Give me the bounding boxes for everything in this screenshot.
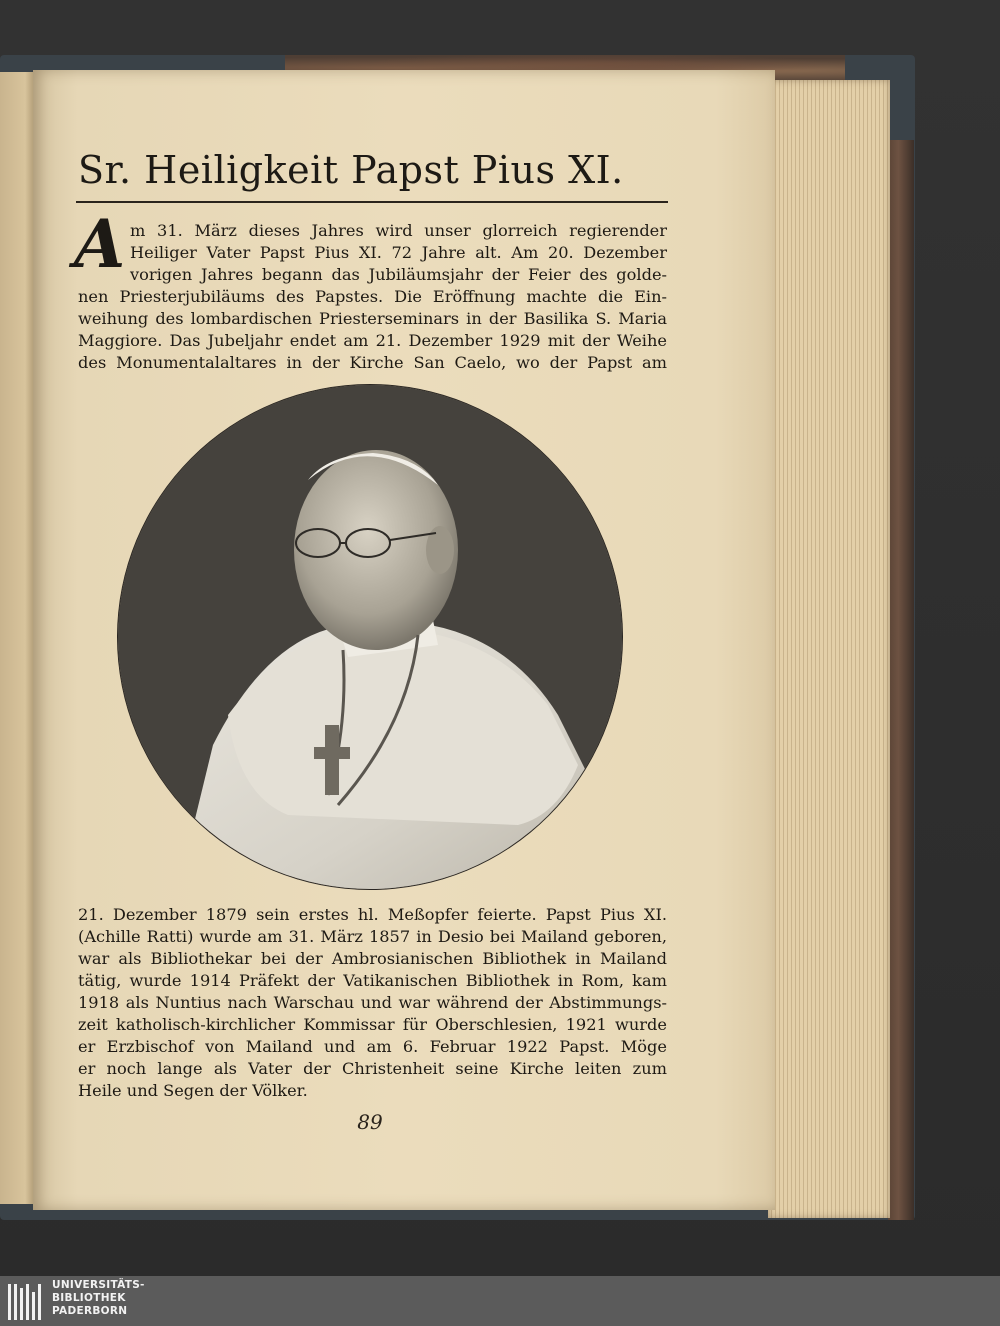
paragraph-1-line: des Monumentalaltares in der Kirche San Caelo, wo der Papst am	[78, 353, 667, 372]
title-rule	[76, 201, 668, 203]
paragraph-2-line: war als Bibliothekar bei der Ambrosianischen Bibliothek in Mailand	[78, 949, 667, 968]
library-logo-icon	[6, 1282, 46, 1322]
paragraph-2-line: 1918 als Nuntius nach Warschau und war während der Abstimmungs-	[78, 993, 667, 1012]
paragraph-1-line: Heiliger Vater Papst Pius XI. 72 Jahre alt. Am 20. Dezember	[130, 243, 667, 262]
drop-cap: A	[74, 205, 126, 283]
portrait-illustration	[118, 385, 622, 889]
paragraph-2-line: er noch lange als Vater der Christenheit seine Kirche leiten zum	[78, 1059, 667, 1078]
paragraph-2-line: er Erzbischof von Mailand und am 6. Februar 1922 Papst. Möge	[78, 1037, 667, 1056]
paragraph-1-line: weihung des lombardischen Priesterseminars in der Basilika S. Maria	[78, 309, 667, 328]
page-number: 89	[357, 1110, 383, 1134]
paragraph-1-line: m 31. März dieses Jahres wird unser glorreich regierender	[130, 221, 667, 240]
paragraph-2-line: tätig, wurde 1914 Präfekt der Vatikanischen Bibliothek in Rom, kam	[78, 971, 667, 990]
portrait-photo	[118, 385, 622, 889]
logo-line: BIBLIOTHEK	[52, 1292, 126, 1304]
paragraph-2-line: 21. Dezember 1879 sein erstes hl. Meßopfer feierte. Papst Pius XI.	[78, 905, 667, 924]
cover-spine-edge	[888, 140, 914, 1220]
paragraph-2-line: (Achille Ratti) wurde am 31. März 1857 in Desio bei Mailand geboren,	[78, 927, 667, 946]
library-logo-text	[52, 1279, 192, 1318]
facing-page-edge	[0, 72, 36, 1204]
paragraph-1-line: vorigen Jahres begann das Jubiläumsjahr der Feier des golde-	[130, 265, 667, 284]
paragraph-2-line: zeit katholisch-kirchlicher Kommissar für Oberschlesien, 1921 wurde	[78, 1015, 667, 1034]
paragraph-1-line: Maggiore. Das Jubeljahr endet am 21. Dezember 1929 mit der Weihe	[78, 331, 667, 350]
logo-line: PADERBORN	[52, 1305, 128, 1317]
page-title: Sr. Heiligkeit Papst Pius XI.	[78, 148, 624, 192]
paragraph-1-line: nen Priesterjubiläums des Papstes. Die Eröffnung machte die Ein-	[78, 287, 667, 306]
logo-line: UNIVERSITÄTS-	[52, 1279, 145, 1291]
page-block-edges	[768, 80, 890, 1218]
paragraph-2-line: Heile und Segen der Völker.	[78, 1081, 308, 1100]
